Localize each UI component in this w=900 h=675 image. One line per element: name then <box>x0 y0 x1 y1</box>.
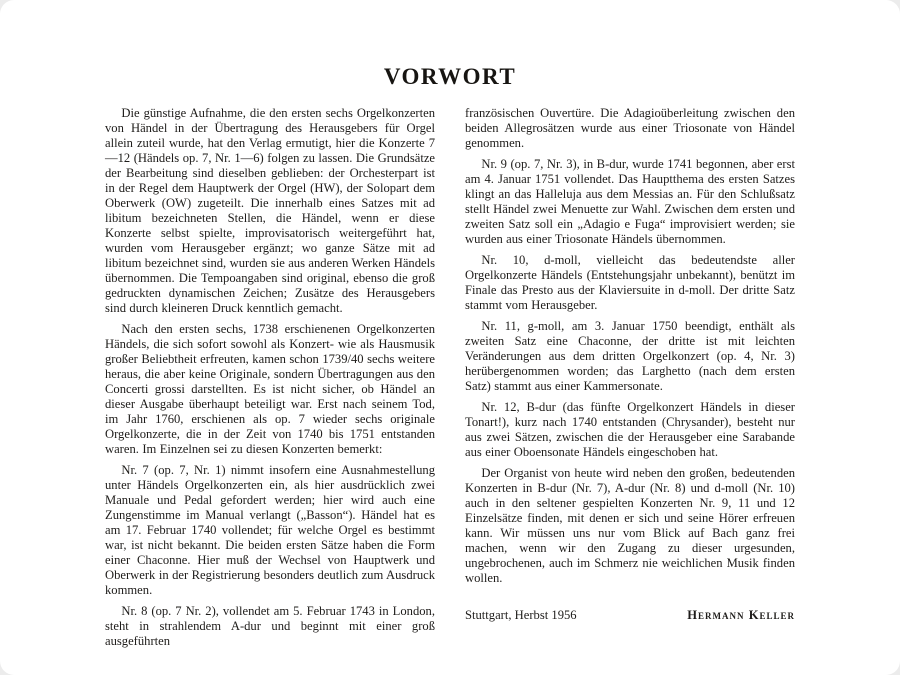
paragraph-nr8-continued: französischen Ouvertüre. Die Adagioüberleitung zwischen den beiden Allegrosätzen wurde aus einer Triosonate von Händel genommen. <box>465 106 795 150</box>
author-name-text: Hermann Keller <box>687 608 795 622</box>
paragraph-nr12: Nr. 12, B-dur (das fünfte Orgelkonzert Händels in dieser Tonart!), kurz nach 1740 entstanden (Chrysander), besteht nur aus zwei Sätzen, zwischen die der Herausgeber eine Sarabande aus einer Oboensonate Händels eingeschoben hat. <box>465 400 795 459</box>
paragraph-nr9: Nr. 9 (op. 7, Nr. 3), in B-dur, wurde 1741 begonnen, aber erst am 4. Januar 1751 vollendet. Das Hauptthema des ersten Satzes klingt an das Halleluja aus dem Messias an. Für den Schlußsatz stellt Händel zwei Menuette zur Wahl. Zwischen dem ersten und zweiten Satz soll ein „Adagio e Fuga“ improvisiert werden; sie wurden aus einer Triosonate Händels übernommen. <box>465 157 795 246</box>
paragraph-closing: Der Organist von heute wird neben den großen, bedeutenden Konzerten in B-dur (Nr. 7), A-dur (Nr. 8) und d-moll (Nr. 10) auch in den seltener gespielten Konzerten Nr. 9, 11 und 12 Einzelsätze finden, mit denen er sich und seine Hörer erfreuen kann. Wir müssen uns nur vom Blick auf Bach ganz frei machen, wenn wir den Zugang zu dieser urgesunden, ungebrochenen, auch im Schmerz nie weichlichen Musik finden wollen. <box>465 466 795 585</box>
paragraph-intro: Die günstige Aufnahme, die den ersten sechs Orgelkonzerten von Händel in der Übertragung des Herausgebers für Orgel allein zuteil wurde, hat den Verlag ermutigt, hier die Konzerte 7—12 (Händels op. 7, Nr. 1—6) folgen zu lassen. Die Grundsätze der Bearbeitung sind dieselben geblieben: der Orchesterpart ist in der Regel dem Hauptwerk der Orgel (HW), der Solopart dem Oberwerk (OW) zugeteilt. Die innerhalb eines Satzes mit ad libitum bezeichneten Stellen, die Händel, wenn er diese Konzerte selbst spielte, improvisatorisch weitergeführt hat, wurden vom Herausgeber ergänzt; wo ganze Sätze mit ad libitum bezeichnet sind, wurden sie aus anderen Werken Händels übernommen. Die Tempoangaben sind original, ebenso die groß gedruckten dynamischen Zeichen; Zusätze des Herausgebers sind durch kleineren Druck kenntlich gemacht. <box>105 106 435 315</box>
signature-row <box>465 608 795 623</box>
paragraph-nr8: Nr. 8 (op. 7 Nr. 2), vollendet am 5. Februar 1743 in London, steht in strahlendem A-dur und beginnt mit einer groß ausgeführten <box>105 604 435 648</box>
page-title: VORWORT <box>383 64 517 89</box>
paragraph-nr11: Nr. 11, g-moll, am 3. Januar 1750 beendigt, enthält als zweiten Satz eine Chaconne, der dritte ist mit leichten Veränderungen aus dem dritten Orgelkonzert (op. 4, Nr. 3) herübergenommen worden; das Larghetto (nach dem ersten Satz) stammt aus einer Kammersonate. <box>465 319 795 393</box>
place-date-text: Stuttgart, Herbst 1956 <box>465 608 577 622</box>
right-column <box>465 106 795 655</box>
left-column <box>105 106 435 655</box>
paragraph-nr10: Nr. 10, d-moll, vielleicht das bedeutendste aller Orgelkonzerte Händels (Entstehungsjahr unbekannt), benützt im Finale das Presto aus der Klaviersuite in d-moll. Der dritte Satz stammt vom Herausgeber. <box>465 253 795 312</box>
paragraph-nr7: Nr. 7 (op. 7, Nr. 1) nimmt insofern eine Ausnahmestellung unter Händels Orgelkonzerten ein, als hier ausdrücklich zwei Manuale und Pedal gefordert werden; hier wird auch eine Zungenstimme im Manual verlangt („Basson“). Händel hat es am 17. Februar 1740 vollendet; für welche Orgel es bestimmt war, ist nicht bekannt. Die beiden ersten Sätze haben die Form einer Chaconne. Hier muß der Wechsel von Hauptwerk und Oberwerk in der Registrierung besonders deutlich zum Ausdruck kommen. <box>105 463 435 597</box>
two-column-text-block <box>105 106 795 655</box>
paragraph-history: Nach den ersten sechs, 1738 erschienenen Orgelkonzerten Händels, die sich sofort sowohl als Konzert- wie als Hausmusik großer Beliebtheit erfreuten, kamen schon 1739/40 sechs weitere heraus, die aber keine Originale, sondern Übertragungen aus den Concerti grossi darstellten. Es ist nicht sicher, ob Händel an dieser Ausgabe überhaupt beteiligt war. Erst nach seinem Tod, im Jahr 1760, erschienen als op. 7 wieder sechs originale Orgelkonzerte, die in der Zeit von 1740 bis 1751 entstanden waren. Im Einzelnen sei zu diesen Konzerten bemerkt: <box>105 322 435 456</box>
